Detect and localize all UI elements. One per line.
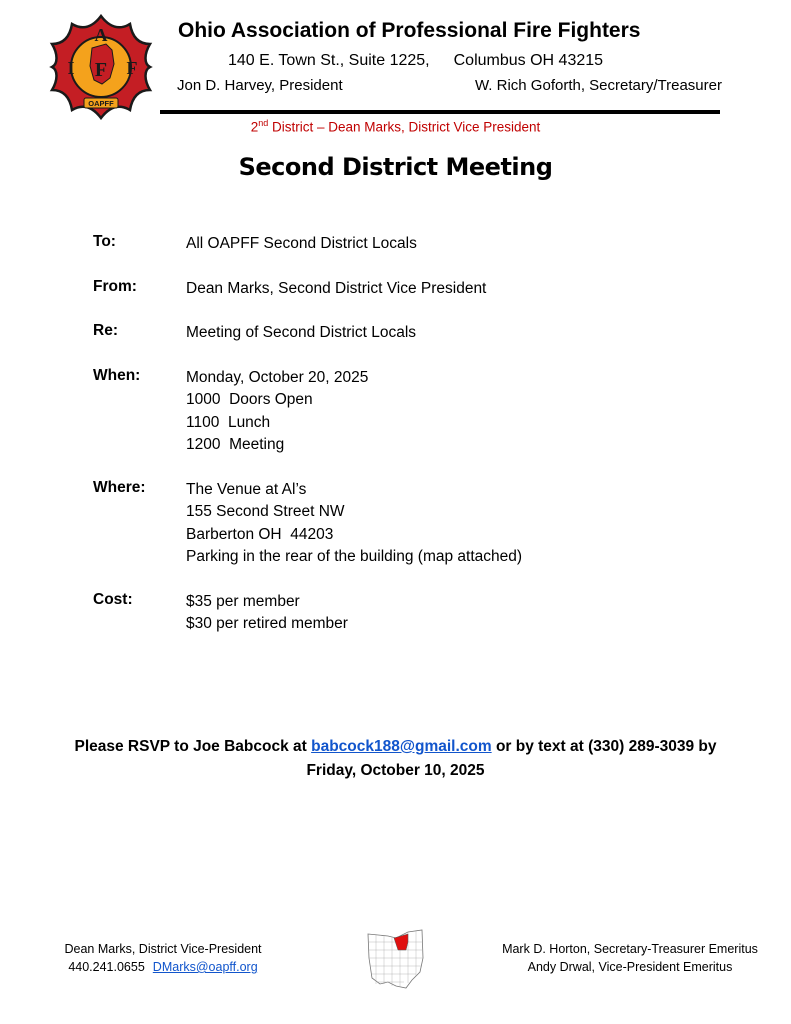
memo-value: The Venue at Al’s <box>186 480 307 498</box>
page-title: Second District Meeting <box>238 153 553 181</box>
memo-value: Barberton OH 44203 <box>186 525 334 543</box>
district-line <box>0 118 791 135</box>
memo-label: From: <box>93 277 137 295</box>
memo-value: All OAPFF Second District Locals <box>186 235 417 252</box>
memo-label: To: <box>93 233 116 250</box>
district-number: 2 <box>250 119 259 135</box>
logo-letter-a: A <box>94 25 108 45</box>
logo-letter-f-right: F <box>126 58 138 78</box>
logo-letter-f-center: F <box>94 59 108 81</box>
memo-value: 1000 Doors Open <box>186 391 313 408</box>
memo-value: 1100 Lunch <box>186 413 271 431</box>
memo-value: Dean Marks, Second District Vice President <box>186 279 487 297</box>
footer-emeritus-1: Mark D. Horton, Secretary-Treasurer Emeritus <box>502 942 758 956</box>
memo-row-where <box>93 479 522 569</box>
rsvp-email-link[interactable]: babcock188@gmail.com <box>311 738 492 755</box>
logo-letter-i: I <box>67 58 75 78</box>
footer-emeritus-2: Andy Drwal, Vice-President Emeritus <box>527 960 733 974</box>
footer-phone: 440.241.0655 <box>68 960 145 974</box>
memo-label: Cost: <box>93 590 133 608</box>
memo-value: Meeting of Second District Locals <box>186 324 417 341</box>
memo-row-when <box>93 367 522 457</box>
ohio-counties-map-icon <box>366 928 426 990</box>
memo-label: Re: <box>93 322 118 339</box>
footer-vp-name: Dean Marks, District Vice-President <box>64 942 262 956</box>
memo-value: Monday, October 20, 2025 <box>186 368 369 386</box>
memo-value: 1200 Meeting <box>186 436 285 453</box>
city-address: Columbus OH 43215 <box>453 52 604 69</box>
footer-right <box>490 940 770 976</box>
memo-value: Parking in the rear of the building (map attached) <box>186 548 523 565</box>
org-address <box>228 52 603 70</box>
secretary-treasurer: W. Rich Goforth, Secretary/Treasurer <box>474 77 722 94</box>
district-text: District – Dean Marks, District Vice President <box>268 119 541 135</box>
officers-line <box>177 77 722 94</box>
street-address: 140 E. Town St., Suite 1225, <box>228 52 430 69</box>
iaff-logo <box>48 14 154 120</box>
memo-block <box>93 233 522 658</box>
rsvp-prefix: Please RSVP to Joe Babcock at <box>74 738 312 755</box>
memo-value: $30 per retired member <box>186 615 348 632</box>
memo-row-to <box>93 233 522 256</box>
memo-label: When: <box>93 366 141 384</box>
rsvp-suffix: or by text at (330) 289-3039 by <box>491 738 717 755</box>
rsvp-deadline: Friday, October 10, 2025 <box>306 762 485 779</box>
memo-row-cost <box>93 591 522 636</box>
memo-value: $35 per member <box>186 592 300 610</box>
memo-label: Where: <box>93 478 146 496</box>
memo-value: 155 Second Street NW <box>186 503 345 520</box>
president: Jon D. Harvey, President <box>177 77 343 94</box>
memo-row-from <box>93 278 522 301</box>
org-name: Ohio Association of Professional Fire Fighters <box>178 19 641 42</box>
header-divider <box>160 110 720 114</box>
footer-email-link[interactable]: DMarks@oapff.org <box>152 960 258 974</box>
footer-left <box>58 940 268 976</box>
rsvp-notice <box>0 735 791 783</box>
logo-banner: OAPFF <box>88 99 114 108</box>
district-suffix: nd <box>258 118 269 128</box>
memo-row-re <box>93 322 522 345</box>
